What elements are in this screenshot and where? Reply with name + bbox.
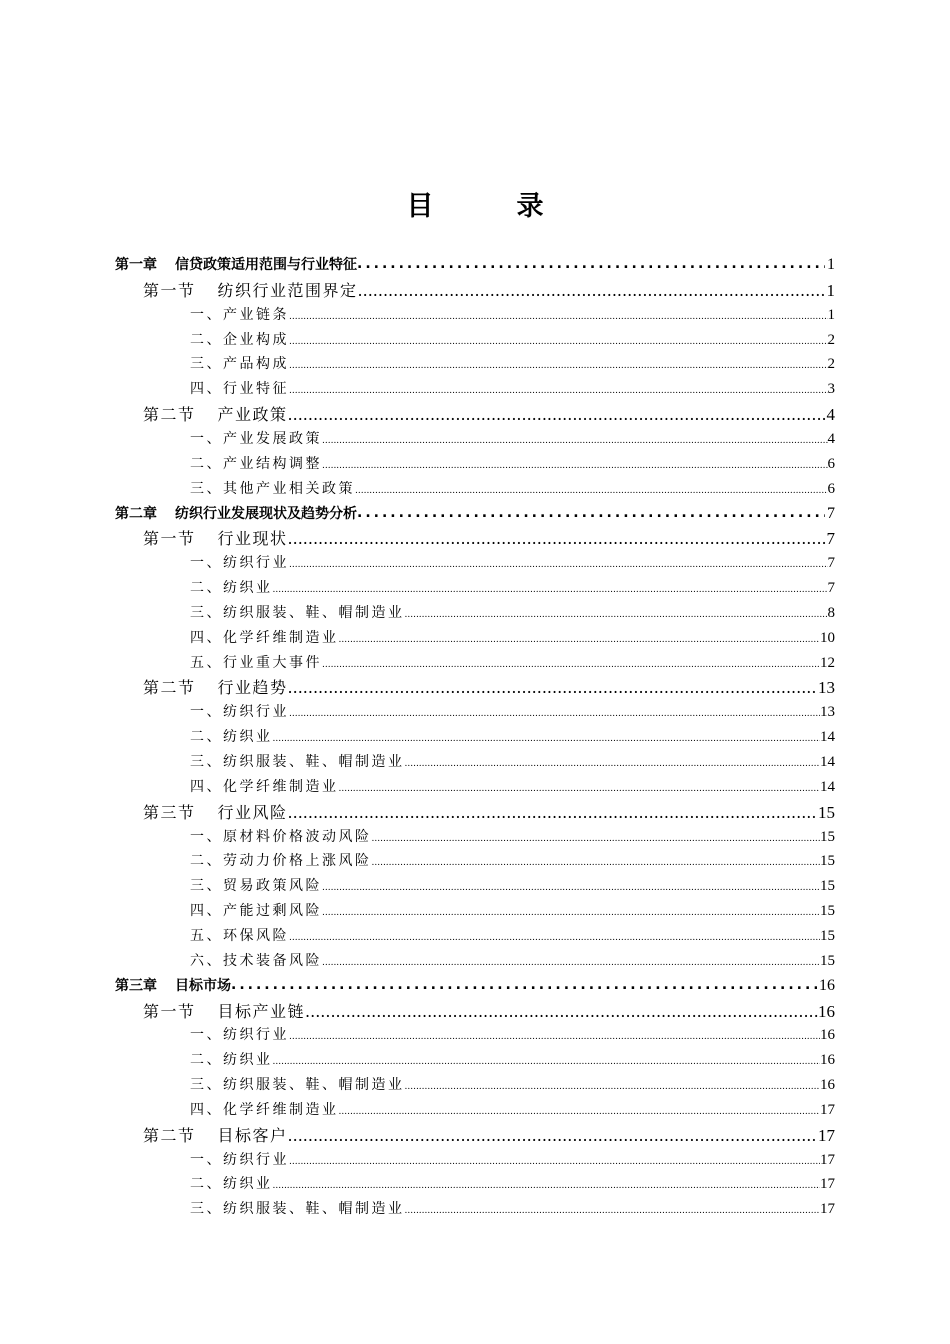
toc-page-number: 15 [820,853,835,870]
dot-leader [288,529,827,549]
toc-entry[interactable] [115,973,835,995]
toc-entry[interactable] [115,501,835,523]
toc-entry[interactable] [190,1196,835,1218]
dot-leader [322,881,820,895]
toc-page-number: 16 [820,1052,835,1069]
toc-page-number: 14 [820,729,835,746]
toc-entry-text: 六、技术装备风险 [190,952,322,969]
toc-entry-text: 二、劳动力价格上涨风险 [190,853,372,870]
dot-leader [357,254,825,274]
toc-entry-text: 四、化学纤维制造业 [190,778,339,795]
toc-entry-label [143,1123,288,1146]
toc-entry[interactable] [190,625,835,647]
toc-entry[interactable] [190,476,835,498]
toc-entry-prefix: 第一节 [143,1001,196,1021]
dot-leader [339,782,821,796]
toc-page-number: 1 [827,306,835,323]
toc-entry-text: 目标产业链 [217,1001,306,1021]
toc-entry-label [115,975,231,995]
toc-entry-label [190,1173,273,1193]
toc-entry[interactable] [190,1171,835,1193]
dot-leader [289,558,828,572]
toc-entry-prefix: 第二节 [143,405,196,425]
toc-entry[interactable] [190,1072,835,1094]
toc-entry-text: 目标市场 [175,977,231,994]
toc-entry[interactable] [143,1122,835,1146]
toc-entry[interactable] [190,1147,835,1169]
toc-page-number: 4 [826,405,835,425]
dot-leader [289,335,828,349]
toc-entry[interactable] [190,1047,835,1069]
toc-page-number: 15 [820,952,835,969]
toc-entry[interactable] [190,724,835,746]
toc-entry-label [190,453,322,473]
toc-entry[interactable] [190,451,835,473]
dot-leader [405,1204,821,1218]
toc-page-number: 14 [820,778,835,795]
toc-page-number: 15 [820,878,835,895]
toc-entry-text: 四、化学纤维制造业 [190,629,339,646]
dot-leader [405,608,828,622]
dot-leader [405,1080,821,1094]
dot-leader [339,633,821,647]
toc-entry-prefix: 第二章 [115,505,157,522]
toc-entry-label [190,1198,405,1218]
toc-entry[interactable] [190,376,835,398]
dot-leader [288,405,827,425]
toc-entry-text: 目标客户 [217,1125,288,1145]
toc-page-number: 17 [820,1151,835,1168]
toc-entry-label [190,378,289,398]
toc-page-number: 15 [820,828,835,845]
toc-entry-prefix: 第二节 [143,678,196,698]
toc-entry-label [190,1149,289,1169]
toc-entry[interactable] [190,898,835,920]
toc-entry-label [190,826,372,846]
toc-page-number: 16 [819,976,835,994]
toc-entry-label [143,526,288,549]
toc-entry-label [190,353,289,373]
dot-leader [322,906,820,920]
toc-page-number: 17 [820,1101,835,1118]
toc-page-number: 14 [820,754,835,770]
toc-entry-text: 纺织行业发展现状及趋势分析 [175,505,357,522]
toc-entry[interactable] [190,600,835,622]
toc-entry-label [190,875,322,895]
dot-leader [289,931,820,945]
toc-entry-text: 五、环保风险 [190,927,289,944]
toc-entry-label [190,478,355,498]
toc-entry[interactable] [143,277,835,301]
dot-leader [273,1179,821,1193]
toc-entry-prefix: 第三章 [115,977,157,994]
toc-entry[interactable] [190,327,835,349]
toc-entry-text: 一、纺织行业 [190,555,289,572]
toc-entry-label [190,900,322,920]
toc-page-number: 4 [827,430,835,447]
toc-entry-text: 一、原材料价格波动风险 [190,828,372,845]
toc-entry-prefix: 第一节 [143,529,196,549]
toc-entry[interactable] [190,824,835,846]
toc-entry[interactable] [190,873,835,895]
toc-entry[interactable] [190,650,835,672]
toc-entry-label [190,1099,339,1119]
toc-page-number: 16 [820,1077,835,1094]
toc-entry-label [143,278,358,301]
toc-entry[interactable] [190,1097,835,1119]
toc-page-number: 7 [827,504,835,522]
dot-leader [231,975,817,995]
toc-entry[interactable] [190,575,835,597]
toc-entry-label [143,402,288,425]
dot-leader [288,803,818,823]
toc-entry-text: 行业现状 [217,529,288,549]
toc-entry-label [143,675,288,698]
toc-page-number: 1 [827,256,835,273]
toc-page-number: 8 [827,604,835,621]
toc-page-number: 16 [818,1001,835,1021]
toc-entry-text: 四、化学纤维制造业 [190,1101,339,1118]
dot-leader [322,658,820,672]
toc-entry-text: 一、纺织行业 [190,704,289,721]
toc-page-number: 13 [820,704,835,721]
toc-entry[interactable] [190,1022,835,1044]
toc-entry[interactable] [143,998,835,1022]
toc-entry-label [190,652,322,672]
toc-entry-text: 一、产业链条 [190,306,289,323]
toc-entry[interactable] [143,525,835,549]
toc-entry-text: 二、纺织业 [190,580,273,597]
dot-leader [339,1105,821,1119]
toc-entry[interactable] [190,302,835,324]
toc-page-number: 1 [826,280,835,300]
toc-entry-prefix: 第一章 [115,257,157,273]
dot-leader [405,757,821,771]
toc-page-number: 16 [820,1027,835,1044]
toc-entry-label [190,776,339,796]
toc-entry-text: 一、产业发展政策 [190,430,322,447]
toc-entry-label [190,1049,273,1069]
toc-entry-text: 二、企业构成 [190,331,289,348]
toc-page-number: 17 [820,1176,835,1193]
toc-entry-text: 三、纺织服装、鞋、帽制造业 [190,1077,405,1094]
toc-entry-text: 三、纺织服装、鞋、帽制造业 [190,604,405,621]
toc-entry-text: 三、产品构成 [190,356,289,373]
dot-leader [358,281,827,301]
dot-leader [372,856,821,870]
dot-leader [289,310,828,324]
toc-entry-label [190,552,289,572]
toc-page-number: 2 [827,356,835,373]
dot-leader [288,678,818,698]
dot-leader [289,1155,820,1169]
dot-leader [273,1055,821,1069]
toc-page-number: 7 [827,555,835,572]
toc-page-number: 17 [820,1201,835,1218]
toc-page-number: 10 [820,629,835,646]
toc-entry[interactable] [143,401,835,425]
dot-leader [289,707,820,721]
toc-page-number: 15 [820,903,835,920]
toc-entry-label [190,627,339,647]
toc-entry-label [143,999,305,1022]
toc-entry-text: 信贷政策适用范围与行业特征 [175,257,357,273]
toc-entry-prefix: 第二节 [143,1125,196,1145]
toc-entry-text: 一、纺织行业 [190,1151,289,1168]
toc-page-number: 6 [827,455,835,472]
toc-entry[interactable] [190,749,835,771]
dot-leader [289,1030,820,1044]
toc-entry[interactable] [190,699,835,721]
toc-entry-label [190,950,322,970]
toc-entry-label [143,800,288,823]
toc-page-number: 7 [826,529,835,549]
toc-entry-label [190,850,372,870]
page-title: 目 录 [406,191,572,222]
toc-entry[interactable] [143,674,835,698]
toc-entry-label [190,329,289,349]
toc-entry[interactable] [190,351,835,373]
toc-page-number: 6 [827,480,835,497]
toc-entry-label [190,1024,289,1044]
toc-entry-label [190,925,289,945]
toc-entry-text: 纺织行业范围界定 [217,280,358,300]
toc-entry-label [190,602,405,622]
toc-entry[interactable] [190,948,835,970]
toc-entry-label [190,751,405,771]
toc-entry-text: 四、产能过剩风险 [190,903,322,920]
dot-leader [372,832,821,846]
toc-page-number: 12 [820,654,835,671]
toc-entry-text: 二、纺织业 [190,729,273,746]
toc-entry-label [190,428,322,448]
dot-leader [288,1126,818,1146]
toc-entry-label [190,726,273,746]
dot-leader [289,359,828,373]
toc-entry-text: 二、纺织业 [190,1176,273,1193]
toc-entry-label [190,577,273,597]
toc-entry[interactable] [190,923,835,945]
toc-entry-text: 二、产业结构调整 [190,455,322,472]
toc-entry-label [115,254,357,274]
toc-entry-text: 四、行业特征 [190,381,289,398]
toc-entry-text: 三、纺织服装、鞋、帽制造业 [190,754,405,770]
toc-page-number: 3 [827,381,835,398]
toc-page-number: 17 [818,1125,835,1145]
toc-entry-text: 三、纺织服装、鞋、帽制造业 [190,1201,405,1218]
toc-entry-prefix: 第一节 [143,280,196,300]
toc-page-number: 15 [818,802,835,822]
toc-page-number: 7 [827,580,835,597]
dot-leader [289,384,828,398]
dot-leader [322,459,828,473]
toc-entry-text: 产业政策 [217,405,288,425]
toc-entry-label [115,503,357,523]
toc-entry-label [190,304,289,324]
dot-leader [273,583,828,597]
toc-entry[interactable] [190,848,835,870]
toc-entry[interactable] [115,252,835,274]
toc-entry[interactable] [190,774,835,796]
toc-page-number: 15 [820,927,835,944]
toc-entry-prefix: 第三节 [143,802,196,822]
dot-leader [273,732,821,746]
dot-leader [357,503,825,523]
toc-entry-text: 二、纺织业 [190,1052,273,1069]
toc-page-number: 2 [827,331,835,348]
toc-entry[interactable] [190,550,835,572]
toc-entry[interactable] [143,799,835,823]
toc-entry-text: 三、贸易政策风险 [190,878,322,895]
toc-entry-text: 一、纺织行业 [190,1027,289,1044]
dot-leader [322,434,828,448]
toc-entry-text: 三、其他产业相关政策 [190,480,355,497]
toc-entry-text: 五、行业重大事件 [190,654,322,671]
toc-entry-label [190,1074,405,1094]
toc-entry-label [190,701,289,721]
toc-entry[interactable] [190,426,835,448]
dot-leader [355,484,828,498]
toc-entry-text: 行业趋势 [217,678,288,698]
toc-entry-text: 行业风险 [217,802,288,822]
dot-leader [305,1002,818,1022]
dot-leader [322,956,820,970]
toc-page-number: 13 [818,678,835,698]
